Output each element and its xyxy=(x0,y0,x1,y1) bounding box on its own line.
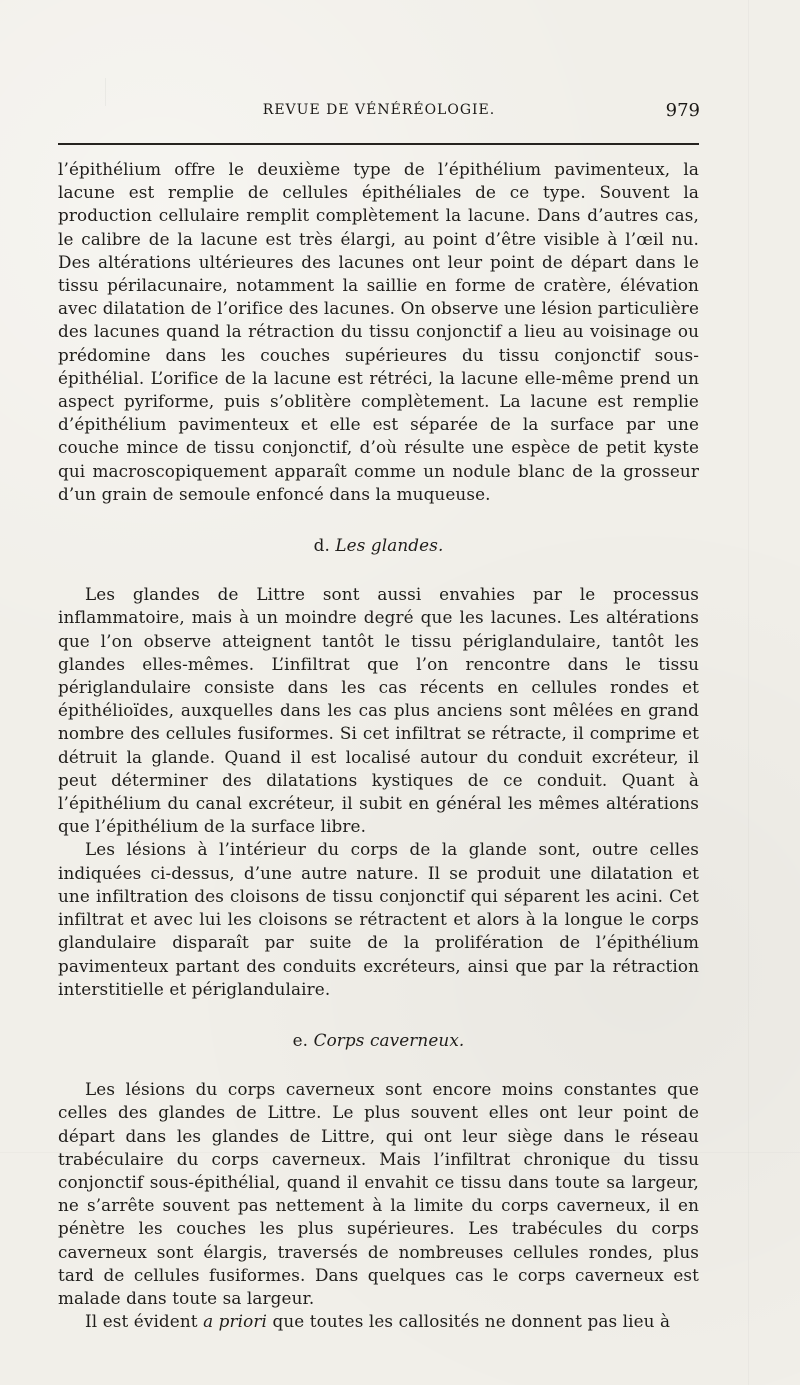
section-prefix-d: d. xyxy=(313,535,330,556)
section-prefix-e: e. xyxy=(292,1029,309,1050)
section-gap xyxy=(58,557,699,583)
scan-edge-shadow xyxy=(748,0,749,1385)
section-title-e: Corps caverneux. xyxy=(313,1029,465,1050)
section-heading-e xyxy=(58,1029,699,1052)
paragraph-2: Les glandes de Littre sont aussi envahies par le processus inflammatoire, mais à un moindre degré que les lacunes. Les altérations que l’on observe atteignent tantôt le tissu périglandulaire, tantôt les glandes elles-mêmes. L’infiltrat que l’on rencontre dans le tissu périglandulaire consiste dans les cas récents en cellules rondes et épithélioïdes, auxquelles dans les cas plus anciens sont mêlées en grand nombre des cellules fusiformes. Si cet infiltrat se rétracte, il comprime et détruit la glande. Quand il est localisé autour du conduit excréteur, il peut déterminer des dilatations kystiques de ce conduit. Quant à l’épithélium du canal excréteur, il subit en général les mêmes altérations que l’épithélium de la surface libre. xyxy=(58,584,699,837)
paragraph-5-end: que toutes les callosités ne donnent pas lieu à xyxy=(267,1311,671,1332)
paragraph-5 xyxy=(58,1310,699,1333)
section-gap xyxy=(58,1052,699,1078)
section-gap xyxy=(58,1001,699,1029)
section-title-d: Les glandes. xyxy=(335,535,444,556)
section-heading-d xyxy=(58,534,699,557)
page-header xyxy=(58,102,700,130)
paragraph-5-start: Il est évident xyxy=(85,1311,204,1332)
main-text xyxy=(58,158,699,1333)
paragraph-4: Les lésions du corps caverneux sont encore moins constantes que celles des glandes de Littre. Le plus souvent elles ont leur point de départ dans les glandes de Littre, qui ont leur siège dans le réseau trabéculaire du corps caverneux. Mais l’infiltrat chronique du tissu conjonctif sous-épithélial, quand il envahit ce tissu dans toute sa largeur, ne s’arrête souvent pas nettement à la limite du corps caverneux, il en pénètre les couches les plus supérieures. Les trabécules du corps caverneux sont élargis, traversés de nombreuses cellules rondes, plus tard de cellules fusiformes. Dans quelques cas le corps caverneux est malade dans toute sa largeur. xyxy=(58,1079,699,1308)
page-number: 979 xyxy=(665,100,700,121)
paragraph-3: Les lésions à l’intérieur du corps de la glande sont, outre celles indiquées ci-dessus, d’une autre nature. Il se produit une dilatation et une infiltration des cloisons de tissu conjonctif qui séparent les acini. Cet infiltrat et avec lui les cloisons se rétractent et alors à la longue le corps glandulaire disparaît par suite de la prolifération de l’épithélium pavimenteux partant des conduits excréteurs, ainsi que par la rétraction interstitielle et périglandulaire. xyxy=(58,839,699,999)
paragraph-5-italic: a priori xyxy=(203,1311,268,1332)
section-gap xyxy=(58,506,699,534)
paragraph-1: l’épithélium offre le deuxième type de l’épithélium pavimenteux, la lacune est remplie de cellules épithéliales de ce type. Souvent la production cellulaire remplit complètement la lacune. Dans d’autres cas, le calibre de la lacune est très élargi, au point d’être visible à l’œil nu. Des altérations ultérieures des lacunes ont leur point de départ dans le tissu périlacunaire, notamment la saillie en forme de cratère, élévation avec dilatation de l’orifice des lacunes. On observe une lésion particulière des lacunes quand la rétraction du tissu conjonctif a lieu au voisinage ou prédomine dans les couches supérieures du tissu conjonctif sous-épithélial. L’orifice de la lacune est rétréci, la lacune elle-même prend un aspect pyriforme, puis s’oblitère complètement. La lacune est remplie d’épithélium pavimenteux et elle est séparée de la surface par une couche mince de tissu conjonctif, d’où résulte une espèce de petit kyste qui macroscopiquement apparaît comme un nodule blanc de la grosseur d’un grain de semoule enfoncé dans la muqueuse. xyxy=(58,159,699,504)
header-rule xyxy=(58,143,699,145)
running-title: REVUE DE VÉNÉRÉOLOGIE. xyxy=(262,102,496,118)
